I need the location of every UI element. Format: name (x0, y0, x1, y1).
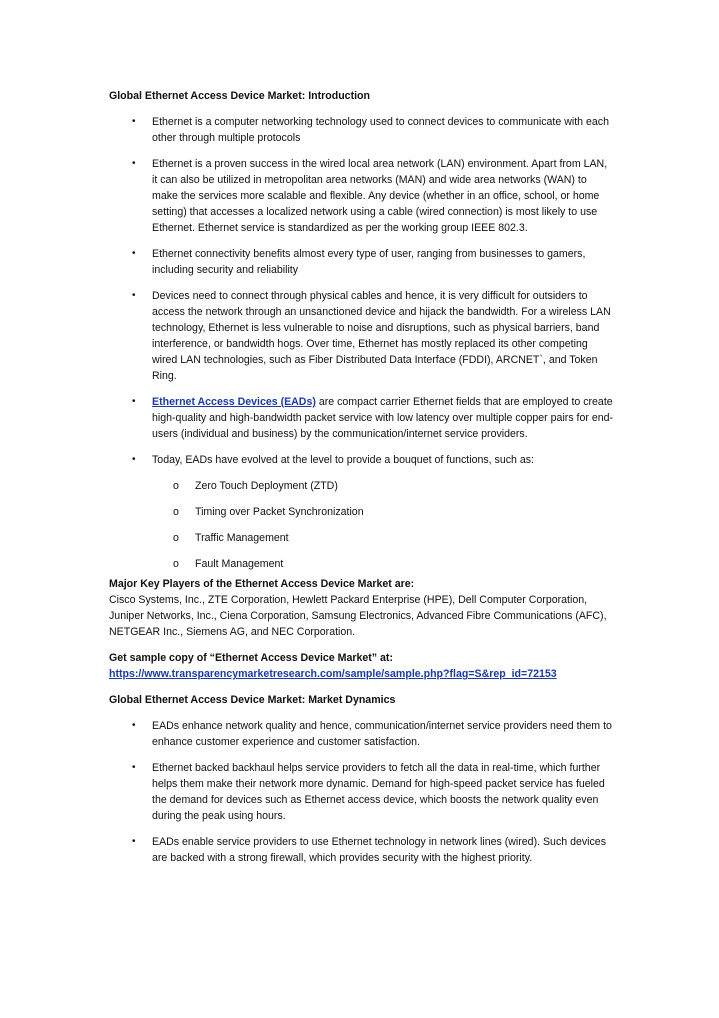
key-players-block (109, 576, 614, 640)
bullet-icon: • (132, 396, 136, 407)
bullet-icon: • (132, 158, 136, 169)
intro-bullet-list (109, 114, 614, 468)
bullet-icon: • (132, 720, 136, 731)
list-item (109, 504, 614, 520)
document-content (109, 88, 614, 876)
circle-bullet-icon: o (173, 480, 179, 492)
circle-bullet-icon: o (173, 532, 179, 544)
intro-heading: Global Ethernet Access Device Market: Introduction (109, 90, 370, 102)
list-item (109, 760, 614, 824)
function-text: Timing over Packet Synchronization (195, 506, 364, 518)
list-item (109, 246, 614, 278)
bullet-icon: • (132, 836, 136, 847)
circle-bullet-icon: o (173, 506, 179, 518)
list-item (109, 718, 614, 750)
circle-bullet-icon: o (173, 558, 179, 570)
key-players-heading: Major Key Players of the Ethernet Access Device Market are: (109, 578, 415, 590)
dynamics-heading: Global Ethernet Access Device Market: Market Dynamics (109, 694, 396, 706)
sample-heading: Get sample copy of “Ethernet Access Device Market” at: (109, 652, 393, 664)
bullet-text: Ethernet backed backhaul helps service providers to fetch all the data in real-time, which further helps them make their network more dynamic. Demand for high-speed packet service has fueled the demand for devices such as Ethernet access device, which boosts the network quality even during the peak using hours. (152, 762, 605, 822)
list-item (109, 556, 614, 572)
ead-text: are compact carrier Ethernet fields that are employed to create high-quality and high-bandwidth packet service with low latency over multiple copper pairs for end-users (individual and business) by the communication/internet service providers. (152, 396, 614, 440)
functions-list (109, 478, 614, 572)
bullet-icon: • (132, 116, 136, 127)
ead-link[interactable]: Ethernet Access Devices (EADs) (152, 396, 316, 408)
function-text: Traffic Management (195, 532, 289, 544)
sample-block (109, 650, 614, 682)
bullet-icon: • (132, 762, 136, 773)
list-item (109, 834, 614, 866)
bullet-text: Ethernet connectivity benefits almost every type of user, ranging from businesses to gamers, including security and reliability (152, 248, 586, 276)
function-text: Zero Touch Deployment (ZTD) (195, 480, 338, 492)
list-item (109, 156, 614, 236)
bullet-text: EADs enable service providers to use Ethernet technology in network lines (wired). Such devices are backed with a strong firewall, which provides security with the highest priority. (152, 836, 606, 864)
sample-link[interactable]: https://www.transparencymarketresearch.com/sample/sample.php?flag=S&rep_id=72153 (109, 668, 557, 680)
list-item (109, 288, 614, 384)
list-item (109, 530, 614, 546)
bullet-icon: • (132, 454, 136, 465)
key-players-text: Cisco Systems, Inc., ZTE Corporation, Hewlett Packard Enterprise (HPE), Dell Computer Corporation, Juniper Networks, Inc., Ciena Corporation, Samsung Electronics, Advanced Fibre Communications (AFC), NETGEAR Inc., Siemens AG, and NEC Corporation. (109, 594, 607, 638)
bullet-text: Ethernet is a proven success in the wired local area network (LAN) environment. Apart from LAN, it can also be utilized in metropolitan area networks (MAN) and wide area networks (WAN) to make the services more scalable and flexible. Any device (whether in an office, school, or home setting) that accesses a localized network using a cable (wired connection) is most likely to use Ethernet. Ethernet service is standardized as per the working group IEEE 802.3. (152, 158, 608, 234)
bullet-text: EADs enhance network quality and hence, communication/internet service providers need them to enhance customer experience and customer satisfaction. (152, 720, 612, 748)
bullet-text: Today, EADs have evolved at the level to provide a bouquet of functions, such as: (152, 454, 534, 466)
list-item (109, 452, 614, 468)
list-item (109, 394, 614, 442)
bullet-text: Ethernet is a computer networking technology used to connect devices to communicate with each other through multiple protocols (152, 116, 609, 144)
bullet-text: Devices need to connect through physical cables and hence, it is very difficult for outsiders to access the network through an unsanctioned device and hijack the bandwidth. For a wireless LAN technology, Ethernet is less vulnerable to noise and disruptions, such as physical barriers, band interference, or bandwidth hogs. Over time, Ethernet has mostly replaced its other competing wired LAN technologies, such as Fiber Distributed Data Interface (FDDI), ARCNET`, and Token Ring. (152, 290, 611, 382)
bullet-icon: • (132, 290, 136, 301)
list-item (109, 478, 614, 494)
dynamics-bullet-list (109, 718, 614, 866)
bullet-icon: • (132, 248, 136, 259)
function-text: Fault Management (195, 558, 284, 570)
list-item (109, 114, 614, 146)
